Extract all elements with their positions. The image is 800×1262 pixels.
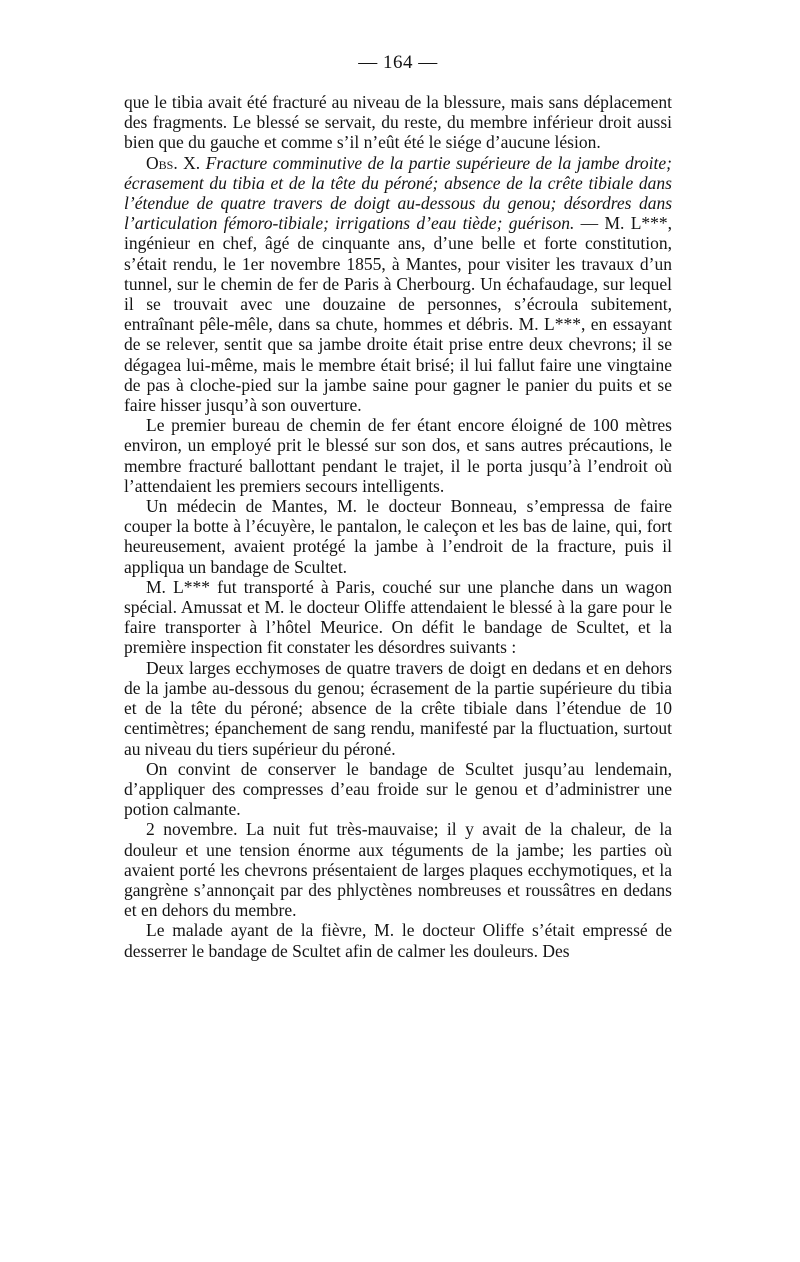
paragraph-text: Le malade ayant de la fièvre, M. le docteur Oliffe s’était empressé de desserrer le bandage de Scultet afin de calmer les douleurs. Des	[124, 920, 672, 961]
paragraph-text: On convint de conserver le bandage de Scultet jusqu’au lendemain, d’appliquer des compresses d’eau froide sur le genou et d’administrer une potion calmante.	[124, 758, 672, 820]
paragraph	[124, 415, 672, 496]
observation-title: Fracture comminutive de la partie supérieure de la jambe droite; écrasement du tibia et de la tête du péroné; absence de la crête tibiale dans l’étendue de quatre travers de doigt au-dessous du genou; désordres dans l’articulation fémoro-tibiale; irrigations d’eau tiède; guérison.	[124, 152, 672, 234]
paragraph-text: que le tibia avait été fracturé au niveau de la blessure, mais sans déplacement des fragments. Le blessé se servait, du reste, du membre inférieur droit aussi bien que du gauche et comme s’il n’eût été le siége d’aucune lésion.	[124, 92, 672, 153]
paragraph-text: Le premier bureau de chemin de fer étant encore éloigné de 100 mètres environ, un employé prit le blessé sur son dos, et sans autres précautions, le membre fracturé ballottant pendant le trajet, il le porta jusqu’à l’endroit où l’attendaient les premiers secours intelligents.	[124, 415, 672, 496]
paragraph-text: M. L*** fut transporté à Paris, couché sur une planche dans un wagon spécial. Amussat et M. le docteur Oliffe attendaient le blessé à la gare pour le faire transporter à l’hôtel Meurice. On défit le bandage de Scultet, et la première inspection fit constater les désordres suivants :	[124, 576, 672, 658]
observation-label: Obs. X.	[146, 152, 201, 173]
paragraph	[124, 819, 672, 920]
paragraph	[124, 759, 672, 820]
paragraph-text: — M. L***, ingénieur en chef, âgé de cinquante ans, d’une belle et forte constitution, s’était rendu, le 1er novembre 1855, à Mantes, pour visiter les travaux d’un tunnel, sur le chemin de fer de Paris à Cherbourg. Un échafaudage, sur lequel il se trouvait avec une douzaine de personnes, s’écroula subitement, entraînant pêle-mêle, dans sa chute, hommes et débris. M. L***, en essayant de se relever, sentit que sa jambe droite était prise entre deux chevrons; il se dégagea lui-même, mais le membre était brisé; il lui fallut faire une vingtaine de pas à cloche-pied sur la jambe saine pour gagner le panier du puits et se faire hisser jusqu’à son ouverture.	[124, 213, 673, 416]
paragraph-continuation	[124, 92, 672, 153]
paragraph	[124, 658, 672, 759]
paragraph-text: 2 novembre. La nuit fut très-mauvaise; il y avait de la chaleur, de la douleur et une tension énorme aux téguments de la jambe; les parties où avaient porté les chevrons présentaient de larges plaques ecchymotiques, et la gangrène s’annonçait par des phlyctènes nombreuses et roussâtres en dedans et en dehors du membre.	[124, 819, 672, 921]
paragraph	[124, 920, 672, 960]
page-number-header: — 164 —	[358, 52, 438, 73]
observation-paragraph	[124, 153, 672, 416]
paragraph-text: Deux larges ecchymoses de quatre travers de doigt en dedans et en dehors de la jambe au-dessous du genou; écrasement de la partie supérieure du tibia et de la tête du péroné; absence de la crête tibiale dans l’étendue de 10 centimètres; épanchement de sang rendu, manifesté par la fluctuation, surtout au niveau du tiers supérieur du péroné.	[124, 657, 672, 759]
book-page	[124, 52, 672, 961]
paragraph-text: Un médecin de Mantes, M. le docteur Bonneau, s’empressa de faire couper la botte à l’écuyère, le pantalon, le caleçon et les bas de laine, qui, fort heureusement, avaient protégé la jambe à l’endroit de la fracture, puis il appliqua un bandage de Scultet.	[124, 496, 672, 577]
paragraph	[124, 577, 672, 658]
paragraph	[124, 496, 672, 577]
